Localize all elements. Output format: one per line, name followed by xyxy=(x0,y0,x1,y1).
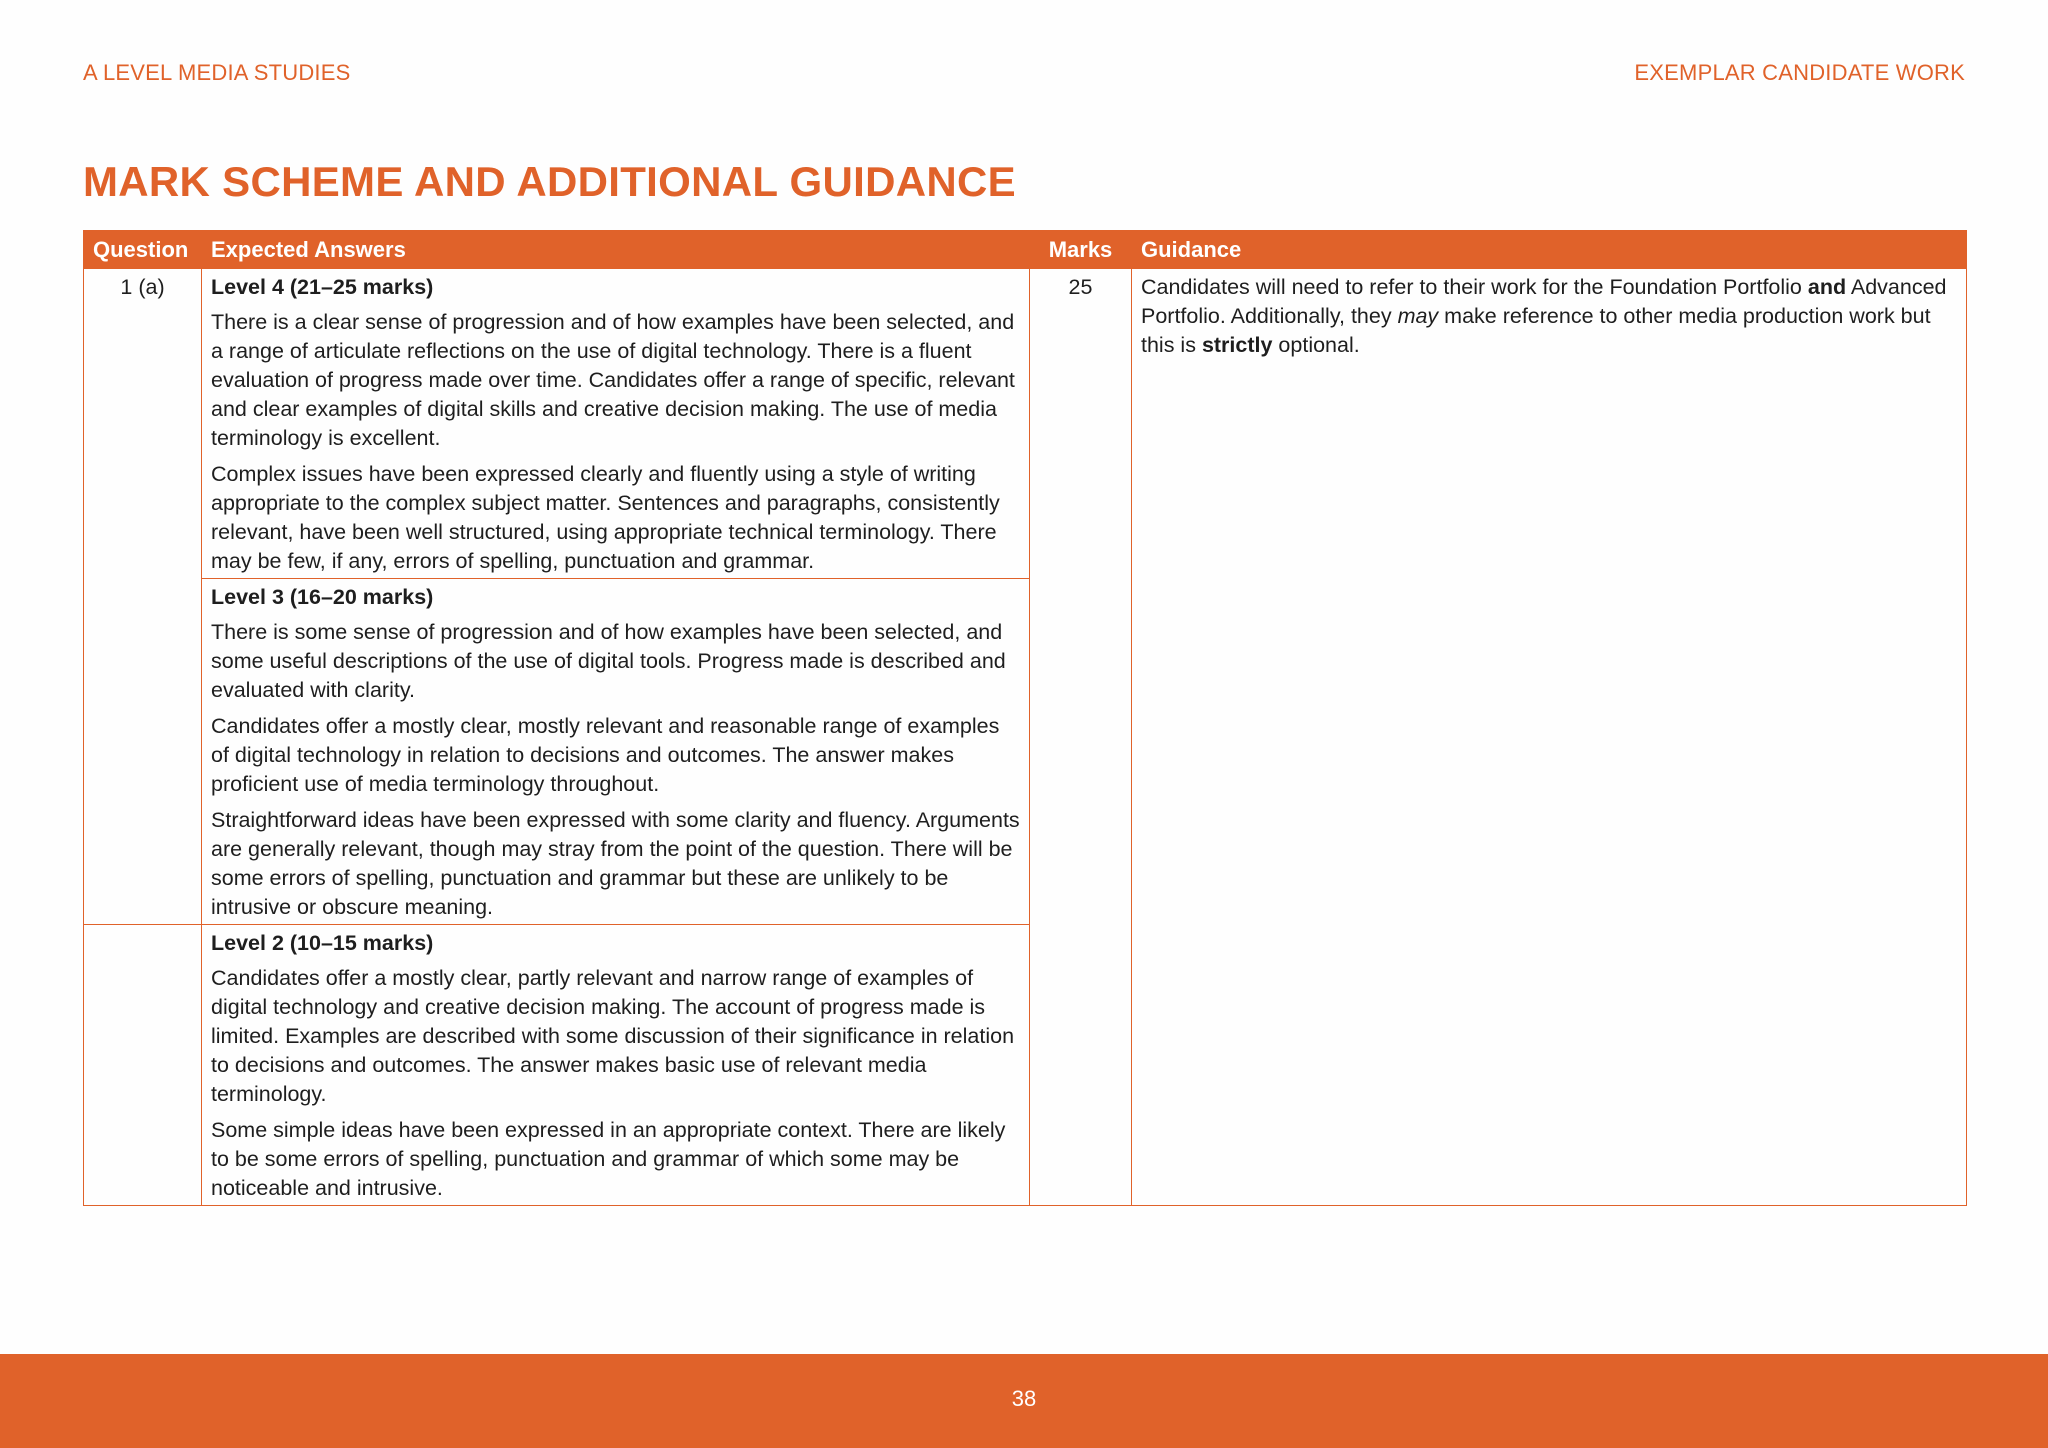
guidance-text-part: make reference to other media production work but this is xyxy=(1141,304,1931,357)
running-header-section: EXEMPLAR CANDIDATE WORK xyxy=(1634,60,1965,85)
guidance-italic-may: may xyxy=(1397,304,1439,328)
footer-bar xyxy=(0,1354,2048,1448)
guidance-text-part: Advanced Portfolio. Additionally, they xyxy=(1141,275,1947,328)
level-3-paragraph: Candidates offer a mostly clear, mostly relevant and reasonable range of examples of digital technology in relation to decisions and outcomes. The answer makes proficient use of media terminology throughout. xyxy=(211,714,1000,796)
level-3-cell xyxy=(202,579,1030,925)
guidance-bold-and: and xyxy=(1807,275,1847,299)
guidance-bold-strictly: strictly xyxy=(1201,333,1273,357)
page-title: MARK SCHEME AND ADDITIONAL GUIDANCE xyxy=(83,158,1016,205)
column-header-marks: Marks xyxy=(1030,230,1132,269)
level-4-cell xyxy=(202,269,1030,579)
level-2-paragraph: Candidates offer a mostly clear, partly relevant and narrow range of examples of digital technology and creative decision making. The account of progress made is limited. Examples are described with some discussion of their significance in relation to decisions and outcomes. The answer makes basic use of relevant media terminology. xyxy=(211,966,1015,1106)
mark-scheme-table xyxy=(83,230,1967,1206)
level-4-paragraph: There is a clear sense of progression and of how examples have been selected, and a range of articulate reflections on the use of digital technology. There is a fluent evaluation of progress made over time. Candidates offer a range of specific, relevant and clear examples of digital skills and creative decision making. The use of media terminology is excellent. xyxy=(211,310,1015,450)
marks-value: 25 xyxy=(1030,269,1132,1206)
level-4-paragraph: Complex issues have been expressed clearly and fluently using a style of writing appropriate to the complex subject matter. Sentences and paragraphs, consistently relevant, have been well structured, using appropriate technical terminology. There may be few, if any, errors of spelling, punctuation and grammar. xyxy=(211,462,1000,573)
level-3-paragraph: Straightforward ideas have been expressed with some clarity and fluency. Arguments are generally relevant, though may stray from the point of the question. There will be some errors of spelling, punctuation and grammar but these are unlikely to be intrusive or obscure meaning. xyxy=(211,808,1020,919)
column-header-question: Question xyxy=(84,230,202,269)
guidance-text-part: optional. xyxy=(1272,333,1360,357)
level-3-paragraph: There is some sense of progression and of how examples have been selected, and some useful descriptions of the use of digital tools. Progress made is described and evaluated with clarity. xyxy=(211,620,1006,702)
running-header-subject: A LEVEL MEDIA STUDIES xyxy=(83,60,351,85)
level-2-paragraph: Some simple ideas have been expressed in an appropriate context. There are likely to be some errors of spelling, punctuation and grammar of which some may be noticeable and intrusive. xyxy=(211,1118,1006,1200)
level-3-heading: Level 3 (16–20 marks) xyxy=(211,585,434,609)
level-2-heading: Level 2 (10–15 marks) xyxy=(211,931,434,955)
table-row xyxy=(84,269,1967,579)
column-header-expected-answers: Expected Answers xyxy=(202,230,1030,269)
table-header-row xyxy=(84,230,1967,269)
empty-question-cell xyxy=(84,925,202,1206)
column-header-guidance: Guidance xyxy=(1132,230,1967,269)
guidance-text xyxy=(1132,269,1967,1206)
page-number: 38 xyxy=(1011,1386,1037,1411)
level-2-cell xyxy=(202,925,1030,1206)
guidance-text-part: Candidates will need to refer to their work for the Foundation Portfolio xyxy=(1141,275,1808,299)
question-number: 1 (a) xyxy=(84,269,202,925)
level-4-heading: Level 4 (21–25 marks) xyxy=(211,275,434,299)
